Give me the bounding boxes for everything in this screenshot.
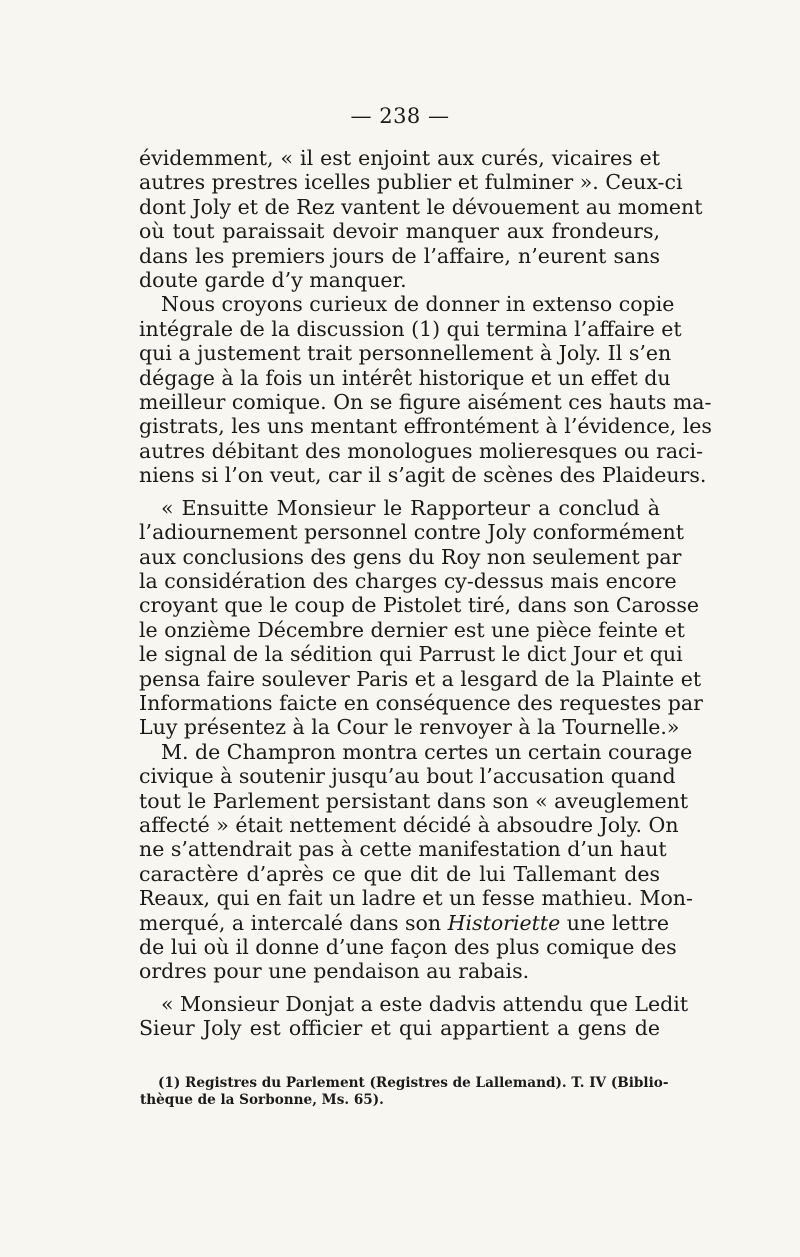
paragraph-2	[139, 292, 712, 488]
text-line: tout le Parlement persistant dans son « aveuglement	[139, 788, 689, 813]
text-line: M. de Champron montra certes un certain courage	[161, 739, 693, 764]
text-line: dégage à la fois un intérêt historique et un effet du	[139, 365, 671, 390]
text-line: de lui où il donne d’une façon des plus comique des	[139, 935, 677, 959]
text-line: dans les premiers jours de l’affaire, n’eurent sans	[139, 243, 660, 268]
text-segment: une lettre	[566, 910, 669, 935]
italic-title: Historiette	[447, 910, 561, 935]
text-line: ordres pour une pendaison au rabais.	[139, 959, 530, 984]
text-line: caractère d’après ce que dit de lui Tallemant des	[139, 861, 660, 886]
text-line: Informations faicte en conséquence des requestes par	[139, 690, 703, 715]
text-line: l’adiournement personnel contre Joly conformément	[139, 520, 684, 545]
text-line: gistrats, les uns mentant effrontément à l’évidence, les	[139, 414, 712, 439]
text-line: Nous croyons curieux de donner in extenso copie	[161, 292, 675, 317]
paragraph-5-quotation	[139, 991, 689, 1041]
text-line: affecté » était nettement décidé à absoudre Joly. On	[139, 812, 679, 837]
text-line: Reaux, qui en fait un ladre et un fesse mathieu. Mon-	[139, 886, 693, 911]
footnote-line: thèque de la Sorbonne, Ms. 65).	[140, 1092, 384, 1108]
text-line: intégrale de la discussion (1) qui termina l’affaire et	[139, 316, 682, 341]
text-line: ne s’attendrait pas à cette manifestation d’un haut	[139, 837, 667, 862]
text-line: la considération des charges cy-dessus mais encore	[139, 568, 677, 593]
text-line: civique à soutenir jusqu’au bout l’accusation quand	[139, 764, 676, 789]
text-line: le onzième Décembre dernier est une pièce feinte et	[139, 617, 685, 642]
text-line: pensa faire soulever Paris et a lesgard de la Plainte et	[139, 666, 702, 691]
text-line: évidemment, « il est enjoint aux curés, vicaires et	[139, 146, 660, 170]
text-line: Luy présentez à la Cour le renvoyer à la Tournelle.»	[139, 715, 680, 740]
text-line: Sieur Joly est officier et qui appartient a gens de	[139, 1016, 660, 1041]
text-line: qui a justement trait personnellement à Joly. Il s’en	[139, 341, 672, 366]
text-line: aux conclusions des gens du Roy non seulement par	[139, 544, 682, 569]
text-line: niens si l’on veut, car il s’agit de scènes des Plaideurs.	[139, 463, 707, 488]
text-line: dont Joly et de Rez vantent le dévouement au moment	[139, 194, 703, 219]
text-segment: merqué, a intercalé dans son	[139, 910, 442, 935]
paragraph-3-quotation	[139, 495, 703, 740]
footnotes	[140, 1075, 669, 1109]
text-line-with-italic	[139, 910, 669, 935]
text-line: « Monsieur Donjat a este dadvis attendu que Ledit	[161, 991, 689, 1016]
paragraph-4	[139, 739, 693, 984]
text-line: autres débitant des monologues molieresques ou raci-	[139, 438, 704, 463]
body-text	[139, 146, 712, 1041]
footnote-line: (1) Registres du Parlement (Registres de Lallemand). T. IV (Biblio-	[158, 1075, 669, 1091]
text-line: meilleur comique. On se figure aisément ces hauts ma-	[139, 390, 712, 415]
text-line: le signal de la sédition qui Parrust le dict Jour et qui	[139, 642, 683, 667]
paragraph-1	[139, 146, 703, 293]
text-line: où tout paraissait devoir manquer aux frondeurs,	[139, 219, 660, 244]
text-line: doute garde d’y manquer.	[139, 268, 407, 293]
text-line: autres prestres icelles publier et fulminer ». Ceux-ci	[139, 170, 683, 195]
page-number: — 238 —	[350, 104, 450, 128]
text-line: « Ensuitte Monsieur le Rapporteur a conclud à	[161, 495, 660, 520]
text-line: croyant que le coup de Pistolet tiré, dans son Carosse	[139, 593, 700, 618]
